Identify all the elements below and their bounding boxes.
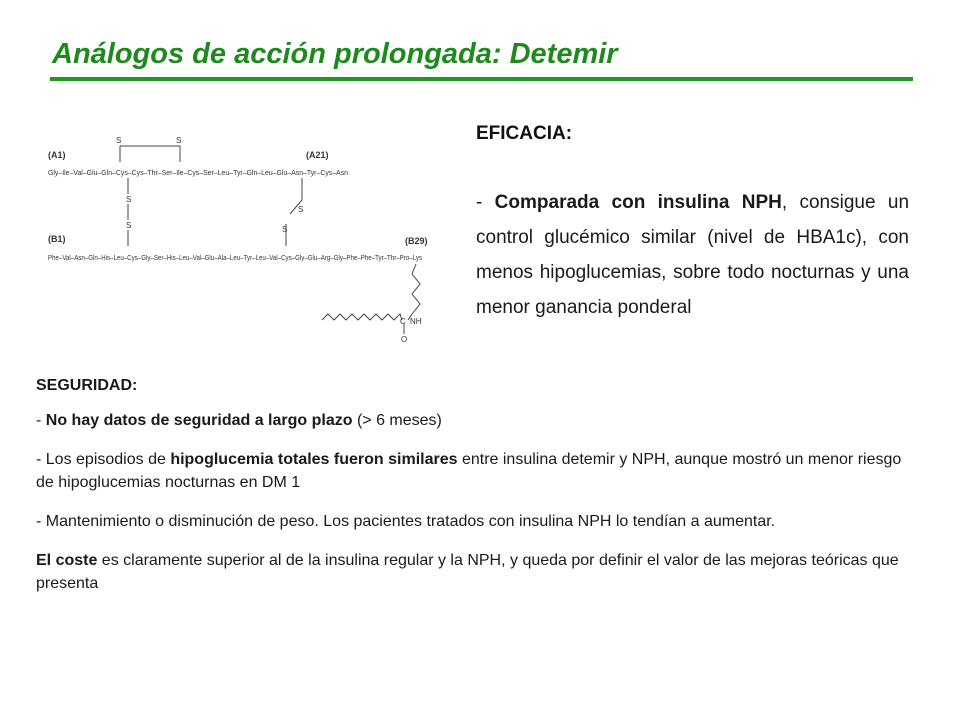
- sulfur-label: S: [126, 195, 132, 204]
- seguridad-item-1: - No hay datos de seguridad a largo plazo (> 6 meses): [36, 412, 442, 429]
- lysine-side-chain: [408, 264, 420, 320]
- seguridad-section: [36, 374, 920, 611]
- eficacia-text: , consigue un control glucémico similar (nivel de HBA1c), con menos hipoglucemias, sobre todo nocturnas y una menor ganancia ponderal: [476, 192, 910, 318]
- seguridad-item-3: - Mantenimiento o disminución de peso. Los pacientes tratados con insulina NPH lo tendían a aumentar.: [36, 513, 776, 530]
- seguridad-item-2: - Los episodios de hipoglucemia totales fueron similares entre insulina detemir y NPH, aunque mostró un menor riesgo de hipoglucemias nocturnas en DM 1: [36, 451, 902, 491]
- dash: -: [476, 192, 495, 213]
- chain-b-sequence: Phe–Val–Asn–Gln–His–Leu–Cys–Gly–Ser–His–Leu–Val–Glu–Ala–Leu–Tyr–Leu–Val–Cys–Gly–Glu–Arg–Gly–Phe–Phe–Tyr–Thr–Pro–Lys: [48, 255, 423, 262]
- a-chain-disulfide: [120, 146, 180, 162]
- chain-a-sequence: Gly–Ile–Val–Glu–Gln–Cys–Cys–Thr–Ser–Ile–Cys–Ser–Leu–Tyr–Gln–Leu–Glu–Asn–Tyr–Cys–Asn: [48, 170, 349, 177]
- chain-b-end-label: (B29): [405, 236, 428, 246]
- seguridad-item-4: El coste es claramente superior al de la insulina regular y la NPH, y queda por definir el valor de las mejoras teóricas que presenta: [36, 552, 899, 592]
- nh-label: NH: [410, 317, 422, 326]
- chain-a-start-label: (A1): [48, 150, 66, 160]
- oxygen-label: O: [401, 335, 408, 344]
- title-underline: [50, 77, 913, 81]
- sulfur-label: S: [176, 136, 182, 145]
- slide-title: Análogos de acción prolongada: Detemir: [52, 38, 618, 70]
- sulfur-label: S: [126, 221, 132, 230]
- eficacia-emphasis: Comparada con insulina NPH: [494, 192, 782, 213]
- eficacia-heading: EFICACIA:: [476, 123, 573, 144]
- sulfur-label: S: [282, 225, 288, 234]
- chain-a-end-label: (A21): [306, 150, 329, 160]
- carbon-label: C: [400, 317, 406, 326]
- sulfur-label: S: [116, 136, 122, 145]
- seguridad-heading: SEGURIDAD:: [36, 377, 138, 394]
- detemir-structure-diagram: [44, 128, 444, 358]
- chain-b-start-label: (B1): [48, 234, 66, 244]
- eficacia-paragraph: [476, 185, 909, 325]
- sulfur-label: S: [298, 205, 304, 214]
- fatty-acid-chain: [322, 314, 404, 334]
